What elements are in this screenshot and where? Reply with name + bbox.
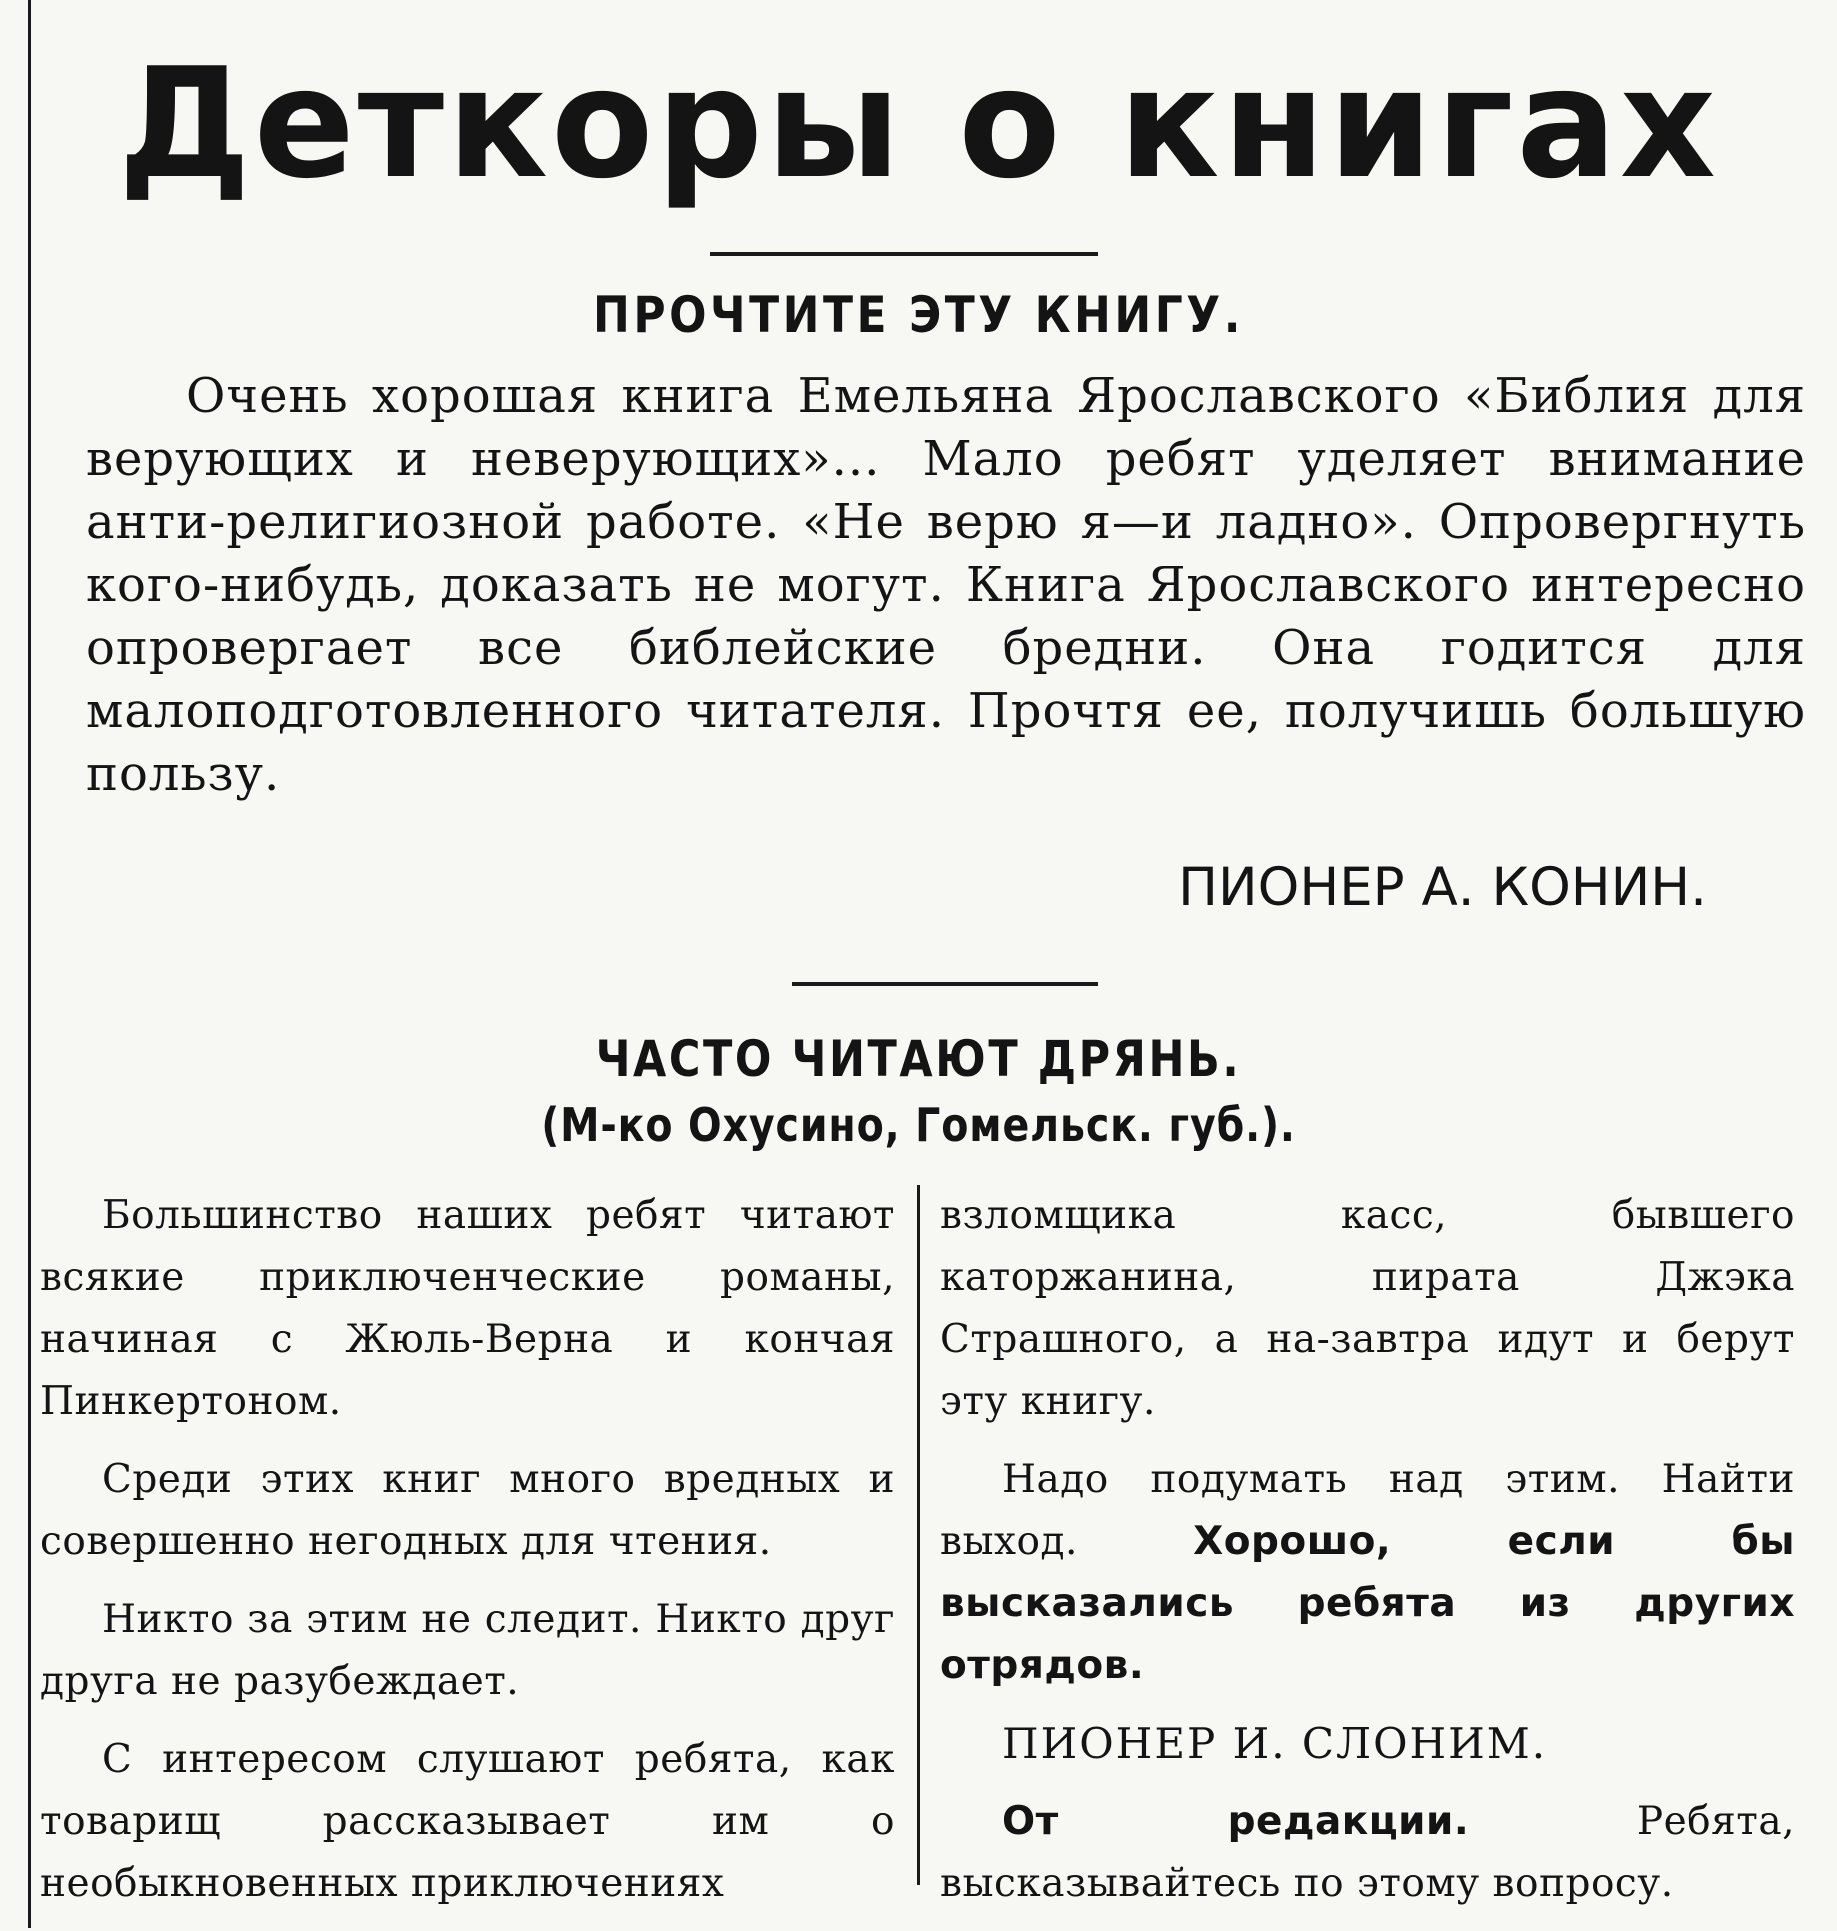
article2-heading: ЧАСТО ЧИТАЮТ ДРЯНЬ.: [595, 1030, 1242, 1088]
article2-paragraph: Среди этих книг много вредных и совершенно негодных для чтения.: [40, 1457, 895, 1564]
article1-body: Очень хорошая книга Емельяна Ярославского «Библия для верующих и неверующих»... Мало ребят уделяет внимание анти-религиозной работе. «Не верю я—и ладно». Опровергнуть кого-нибудь, доказать не могут. Книга Ярославского интересно опровергает все библейские бредни. Она годится для малоподготовленного читателя. Прочтя ее, получишь большую пользу.: [86, 368, 1806, 802]
editorial-text: Ребята, высказывайтесь по этому вопросу.: [940, 1799, 1795, 1906]
article1-signature: ПИОНЕР А. КОНИН.: [1178, 857, 1707, 918]
article1-heading: ПРОЧТИТЕ ЭТУ КНИГУ.: [593, 286, 1244, 344]
article2-paragraph-text: Надо подумать над этим. Найти выход.: [940, 1457, 1795, 1564]
editorial-note: [940, 1791, 1795, 1915]
article2-appeal: Хорошо, если бы высказались ребята из других отрядов.: [940, 1519, 1795, 1688]
article2-paragraph: [940, 1449, 1795, 1697]
article-divider: [792, 982, 1098, 986]
article2-paragraph: С интересом слушают ребята, как товарищ рассказывает им о необыкновенных приключениях: [40, 1737, 895, 1906]
article2-paragraph: Большинство наших ребят читают всякие приключенческие романы, начиная с Жюль-Верна и кончая Пинкертоном.: [40, 1193, 895, 1424]
title-divider: [710, 252, 1098, 256]
article2-continuation: взломщика касс, бывшего каторжанина, пирата Джэка Страшного, а на-завтра идут и берут эту книгу.: [940, 1193, 1795, 1424]
column-divider: [917, 1185, 920, 1885]
editorial-label: От редакции.: [1002, 1799, 1470, 1844]
article2-left-column: [40, 1185, 895, 1931]
article2-right-column: [940, 1185, 1795, 1931]
article2-paragraph: Никто за этим не следит. Никто друг друга не разубеждает.: [40, 1597, 895, 1704]
article2-signature: ПИОНЕР И. СЛОНИМ.: [1002, 1719, 1548, 1768]
article2-subheading: (М-ко Охусино, Гомельск. губ.).: [541, 1098, 1296, 1152]
page-title: Деткоры о книгах: [118, 35, 1719, 212]
page-edge-rule: [28, 0, 31, 1928]
